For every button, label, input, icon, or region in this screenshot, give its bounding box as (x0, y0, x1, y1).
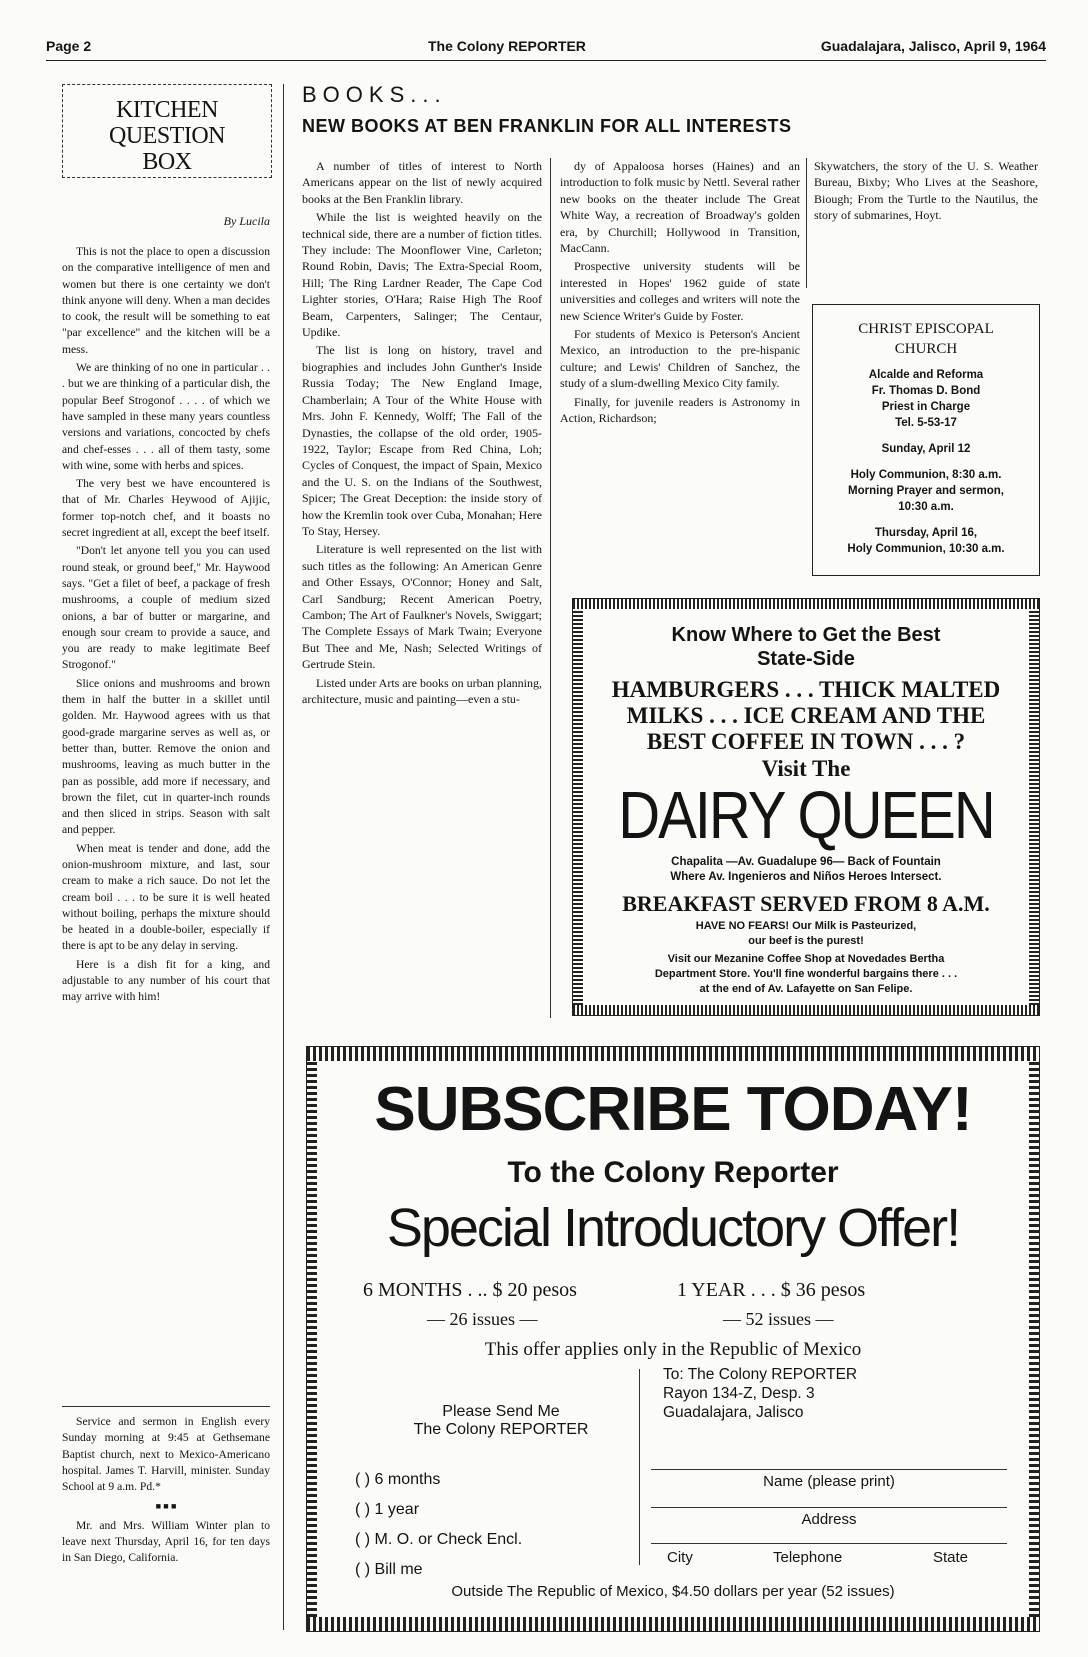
article-paragraph: Prospective university students will be interested in Hopes' 1962 guide of state universities and colleges and writers will note the new Science Writer's Guide by Foster. (560, 259, 800, 323)
books-kicker: BOOKS... (302, 82, 447, 107)
kitchen-title-line: KITCHEN (116, 97, 218, 123)
mailing-address (663, 1365, 857, 1422)
phone-field-label[interactable]: Telephone (773, 1549, 843, 1566)
ad-line: Know Where to Get the Best (671, 624, 941, 646)
subscribe-offer: Special Introductory Offer! (386, 1198, 960, 1258)
books-column-3 (814, 158, 1038, 226)
ad-line: our beef is the purest! (748, 935, 864, 947)
option-bill-me[interactable]: ( ) Bill me (355, 1561, 423, 1578)
form-line (651, 1543, 1007, 1544)
article-paragraph: Listed under Arts are books on urban planning, architecture, music and painting—even a stu- (302, 675, 542, 706)
kitchen-byline: By Lucila (223, 214, 270, 228)
subscribe-subhead: To the Colony Reporter (507, 1156, 839, 1189)
option-6-months[interactable]: ( ) 6 months (355, 1471, 441, 1488)
address-line: Rayon 134-Z, Desp. 3 (663, 1385, 815, 1402)
ad-border (307, 1047, 1039, 1061)
send-label (401, 1403, 601, 1439)
ad-border (1029, 609, 1039, 1005)
ad-line: Visit our Mezanine Coffee Shop at Novedades Bertha (667, 953, 945, 965)
article-paragraph: dy of Appaloosa horses (Haines) and an introduction to folk music by Nettl. Several rather new books on the theater include The Great White Way, a recreation of Broadway's golden era, by Churchill; Hollywood in Transition, MacCann. (560, 159, 800, 256)
dairy-queen-ad (572, 598, 1040, 1016)
section-divider (62, 1406, 270, 1407)
ad-address: Chapalita —Av. Guadalupe 96— Back of Fountain (671, 856, 941, 868)
notice-divider: ■ ■ ■ (155, 1501, 177, 1512)
ad-breakfast: BREAKFAST SERVED FROM 8 A.M. (622, 891, 990, 916)
article-paragraph: The list is long on history, travel and biographies and includes John Gunther's Inside Russia Today; The New England Image, Chamberlain; A Tour of the White House with Mrs. John F. Kennedy, Wolff; The Fall of the Dynasties, the collapse of the old order, 1905-1922, Taylor; Escape from Red China, Loh; Cycles of Conquest, the impact of Spain, Mexico and the U. S. on the Indians of the Southwest, Spicer; The Great Deception: the inside story of how the Kremlin took over Cuba, Monahan; Here To Stay, Hersey. (302, 343, 542, 538)
send-line: Please Send Me (442, 1403, 560, 1420)
column-rule (550, 158, 551, 1018)
church-priest: Fr. Thomas D. Bond (871, 385, 981, 397)
issues-52: — 52 issues — (723, 1309, 834, 1329)
ad-line: BEST COFFEE IN TOWN . . . ? (646, 729, 966, 754)
article-paragraph: The very best we have encountered is that of Mr. Charles Heywood of Ajijic, former top-notch chef, and it boasts no secret ingredient at all, except the beef itself. (62, 477, 270, 540)
church-service: 10:30 a.m. (898, 501, 954, 513)
send-line: The Colony REPORTER (413, 1421, 589, 1438)
address-line: Guadalajara, Jalisco (663, 1404, 804, 1421)
article-paragraph: Literature is well represented on the list with such titles as the following: An American Genre and Other Essays, O'Connor; Honey and Salt, Carl Sandburg; Recent American Poetry, Cambon; The Art of Faulkner's Novels, Swiggart; The Complete Essays of Mark Twain; Everyone But Thee and Me, Nash; Selected Writings of Gertrude Stein. (302, 542, 542, 672)
article-paragraph: When meat is tender and done, add the onion-mushroom mixture, and last, sour cream to make a rich sauce. Do not let the cream boil . . . to be sure it is well heated without boiling, perhaps the mixture should be heated in a double-boiler, especially if there is apt to be any delay in serving. (62, 841, 270, 953)
books-column-1 (302, 158, 542, 709)
ad-line: HAVE NO FEARS! Our Milk is Pasteurized, (695, 920, 917, 932)
church-address: Alcalde and Reforma (868, 369, 984, 381)
ad-line: at the end of Av. Lafayette on San Felipe. (699, 983, 913, 995)
outside-mexico-rate: Outside The Republic of Mexico, $4.50 dollars per year (52 issues) (451, 1583, 895, 1600)
offer-terms: This offer applies only in the Republic of Mexico (484, 1339, 862, 1360)
article-paragraph: A number of titles of interest to North Americans appear on the list of newly acquired books at the Ben Franklin library. (302, 159, 542, 206)
state-field-label[interactable]: State (933, 1549, 969, 1566)
newspaper-title: The Colony REPORTER (428, 38, 586, 54)
kitchen-title-box (62, 84, 272, 178)
article-paragraph: We are thinking of no one in particular . . . but we are thinking of a particular dish, the popular Beef Strogonof . . . . of which we have sampled in these many years countless versions and variations, concocted by chefs and chef-esses . . . all of them tasty, some with wine, some with herbs and spices. (62, 361, 270, 472)
article-paragraph: Here is a dish fit for a king, and adjustable to any number of his court that may arrive with him! (62, 957, 270, 1004)
kitchen-title-line: BOX (142, 149, 192, 175)
baptist-notice: Service and sermon in English every Sunday morning at 9:45 at Gethsemane Baptist church, next to Mexico-Americano hospital. James T. Harvill, minister. Sunday School at 9 a.m. Pd.* (62, 1415, 270, 1494)
ad-line: Visit The (761, 756, 851, 781)
column-rule (283, 84, 284, 1630)
ad-line: State-Side (757, 648, 855, 670)
kitchen-article (62, 244, 270, 1008)
article-paragraph: Slice onions and mushrooms and brown them in half the butter in a skillet until golden. Mr. Haywood agrees with us that good-grade margarine serves as well as, or better than, butter. Remove the onion and mushrooms, leaving as much butter in the pan as possible, add more if necessary, and brown the filet, cut in quarter-inch rounds and then sliced in strips. Season with salt and pepper. (62, 676, 270, 837)
form-line (651, 1507, 1007, 1508)
church-title-line: CHRIST EPISCOPAL (858, 321, 994, 337)
article-paragraph: This is not the place to open a discussion on the comparative intelligence of men and women but there is one certainty we don't think anyone will deny. When a man decides to cook, the result will be something to eat "par excellence" and the kitchen will be a mess. (62, 245, 270, 356)
article-paragraph: "Don't let anyone tell you you can used round steak, or ground beef," Mr. Haywood says. "Get a filet of beef, a package of fresh mushrooms, a couple of medium sized onions, a bar of butter or margarine, and enough sour cream to provide a sauce, and you are ready to make legitimate Beef Strogonof." (62, 544, 270, 672)
page-number: Page 2 (46, 38, 92, 54)
church-title (813, 319, 1039, 359)
ad-border (573, 1005, 1039, 1015)
masthead (46, 30, 1046, 61)
ad-border (307, 1617, 1039, 1631)
price-6-months: 6 MONTHS . .. $ 20 pesos (363, 1279, 577, 1301)
kitchen-title (63, 85, 271, 175)
article-paragraph: While the list is weighted heavily on the technical side, there are a number of fiction titles. They include: The Moonflower Vine, Carleton; Round Robin, Davis; The Extra-Special Room, Hill; The Ring Lardner Reader, The Cape Cod Lighter stories, O'Hara; Raise High The Roof Beam, Carpenters, Salinger; The Centaur, Updike. (302, 210, 542, 340)
church-service: Holy Communion, 8:30 a.m. (850, 469, 1002, 481)
church-title-line: CHURCH (894, 341, 958, 357)
price-1-year: 1 YEAR . . . $ 36 pesos (677, 1279, 866, 1301)
option-check[interactable]: ( ) M. O. or Check Encl. (355, 1531, 523, 1548)
ad-line: Department Store. You'll fine wonderful bargains there . . . (654, 968, 958, 980)
column-rule (806, 158, 807, 288)
article-paragraph: Finally, for juvenile readers is Astronomy in Action, Richardson; (560, 394, 800, 426)
books-headline: NEW BOOKS AT BEN FRANKLIN FOR ALL INTERESTS (302, 116, 792, 136)
name-field-label[interactable]: Name (please print) (763, 1473, 895, 1490)
kitchen-title-line: QUESTION (109, 123, 225, 149)
subscribe-headline: SUBSCRIBE TODAY! (374, 1075, 972, 1144)
church-thursday: Thursday, April 16, (874, 527, 978, 539)
books-column-2 (560, 158, 800, 429)
ad-address: Where Av. Ingenieros and Niños Heroes Intersect. (670, 871, 942, 883)
dairy-queen-logo: DAIRY QUEEN (618, 778, 994, 853)
issues-26: — 26 issues — (427, 1309, 538, 1329)
article-paragraph: For students of Mexico is Peterson's Ancient Mexico, an introduction to the pre-hispanic culture; and Lewis' Children of Sanchez, the study of a slum-dwelling Mexico City family. (560, 327, 800, 391)
church-role: Priest in Charge (881, 401, 971, 413)
dateline: Guadalajara, Jalisco, April 9, 1964 (820, 38, 1046, 54)
church-notice-box (812, 304, 1040, 576)
ad-border (573, 609, 583, 1005)
form-rule (639, 1369, 640, 1565)
subscribe-ad (306, 1046, 1040, 1632)
notices (62, 1414, 270, 1569)
church-phone: Tel. 5-53-17 (895, 417, 957, 429)
option-1-year[interactable]: ( ) 1 year (355, 1501, 420, 1518)
ad-line: HAMBURGERS . . . THICK MALTED (611, 677, 1001, 702)
article-paragraph: Skywatchers, the story of the U. S. Weather Bureau, Bixby; Who Lives at the Seashore, Biough; From the Turtle to the Nautilus, the story of submarines, Hoyt. (814, 159, 1038, 223)
form-line (651, 1469, 1007, 1470)
city-field-label[interactable]: City (667, 1549, 693, 1566)
church-service: Morning Prayer and sermon, (848, 485, 1004, 497)
ad-border (573, 599, 1039, 609)
address-field-label[interactable]: Address (801, 1511, 857, 1528)
church-service: Holy Communion, 10:30 a.m. (847, 543, 1005, 555)
ad-line: MILKS . . . ICE CREAM AND THE (626, 703, 986, 728)
winter-notice: Mr. and Mrs. William Winter plan to leave next Thursday, April 16, for ten days in San Diego, California. (62, 1518, 270, 1565)
address-line: To: The Colony REPORTER (663, 1366, 858, 1383)
church-sunday: Sunday, April 12 (881, 443, 971, 455)
